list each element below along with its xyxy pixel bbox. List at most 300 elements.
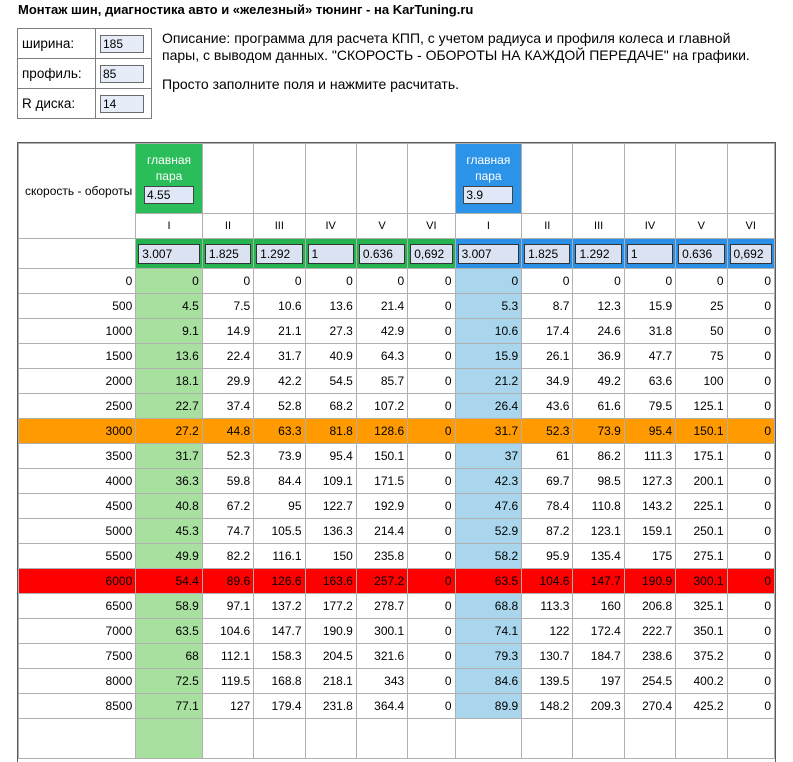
left-speed-cell: 10.6	[254, 294, 305, 319]
table-row	[19, 694, 775, 719]
right-speed-cell: 42.3	[455, 469, 522, 494]
right-ratio-cell	[522, 239, 573, 269]
left-speed-cell: 122.7	[305, 494, 356, 519]
right-speed-cell: 270.4	[624, 694, 675, 719]
page-title: Монтаж шин, диагностика авто и «железный» тюнинг - на KarTuning.ru	[18, 2, 474, 17]
right-speed-cell: 127.3	[624, 469, 675, 494]
left-speed-cell: 109.1	[305, 469, 356, 494]
right-speed-cell: 84.6	[455, 669, 522, 694]
right-speed-cell: 209.3	[573, 694, 624, 719]
right-speed-cell: 26.4	[455, 394, 522, 419]
left-speed-cell: 31.7	[136, 444, 203, 469]
right-speed-cell: 0	[727, 669, 775, 694]
right-speed-cell: 400.2	[676, 669, 727, 694]
right-gear-ratio-input[interactable]	[458, 244, 520, 264]
description-text: Описание: программа для расчета КПП, с учетом радиуса и профиля колеса и главной пары, с выводом данных. "СКОРОСТЬ - ОБОРОТЫ НА КАЖДОЙ ПЕРЕДАЧЕ" на графики.	[162, 30, 750, 63]
empty-row	[19, 719, 775, 759]
left-speed-cell: 64.3	[356, 344, 407, 369]
right-speed-cell: 0	[727, 444, 775, 469]
rpm-cell: 8500	[19, 694, 136, 719]
left-speed-cell: 0	[408, 669, 455, 694]
right-speed-cell: 250.1	[676, 519, 727, 544]
right-speed-cell: 79.3	[455, 644, 522, 669]
right-speed-cell: 0	[727, 494, 775, 519]
left-speed-cell: 150	[305, 544, 356, 569]
right-speed-cell: 21.2	[455, 369, 522, 394]
speed-rpm-table	[18, 143, 775, 759]
left-speed-cell: 68.2	[305, 394, 356, 419]
right-speed-cell: 24.6	[573, 319, 624, 344]
left-speed-cell: 22.4	[202, 344, 253, 369]
description-hint: Просто заполните поля и нажмите расчитать.	[162, 76, 460, 92]
right-speed-cell: 143.2	[624, 494, 675, 519]
right-speed-cell: 147.7	[573, 569, 624, 594]
left-speed-cell: 0	[408, 394, 455, 419]
right-speed-cell: 160	[573, 594, 624, 619]
right-gear-ratio-input[interactable]	[627, 244, 673, 264]
empty-cell	[19, 719, 136, 759]
left-speed-cell: 116.1	[254, 544, 305, 569]
left-speed-cell: 0	[408, 344, 455, 369]
rpm-cell: 3500	[19, 444, 136, 469]
left-speed-cell: 82.2	[202, 544, 253, 569]
table-row	[19, 344, 775, 369]
rpm-cell: 2500	[19, 394, 136, 419]
right-speed-cell: 47.6	[455, 494, 522, 519]
right-speed-cell: 95.4	[624, 419, 675, 444]
left-speed-cell: 0	[408, 569, 455, 594]
right-speed-cell: 175	[624, 544, 675, 569]
left-speed-cell: 95.4	[305, 444, 356, 469]
left-speed-cell: 45.3	[136, 519, 203, 544]
right-speed-cell: 89.9	[455, 694, 522, 719]
right-speed-cell: 130.7	[522, 644, 573, 669]
table-row	[19, 569, 775, 594]
table-row	[19, 669, 775, 694]
left-speed-cell: 168.8	[254, 669, 305, 694]
left-speed-cell: 29.9	[202, 369, 253, 394]
description	[162, 30, 762, 105]
left-speed-cell: 0	[254, 269, 305, 294]
left-main-pair-cell	[136, 144, 203, 214]
left-speed-cell: 74.7	[202, 519, 253, 544]
right-speed-cell: 43.6	[522, 394, 573, 419]
left-speed-cell: 68	[136, 644, 203, 669]
empty-cell	[624, 719, 675, 759]
left-ratio-cell	[254, 239, 305, 269]
right-speed-cell: 52.9	[455, 519, 522, 544]
left-speed-cell: 112.1	[202, 644, 253, 669]
left-gear-header: V	[356, 214, 407, 239]
right-speed-cell: 184.7	[573, 644, 624, 669]
empty-cell	[408, 719, 455, 759]
left-gear-ratio-input[interactable]	[138, 244, 200, 264]
right-speed-cell: 0	[727, 394, 775, 419]
profile-label: профиль:	[18, 59, 96, 89]
rpm-cell: 5000	[19, 519, 136, 544]
left-speed-cell: 119.5	[202, 669, 253, 694]
left-speed-cell: 218.1	[305, 669, 356, 694]
right-speed-cell: 63.5	[455, 569, 522, 594]
right-speed-cell: 0	[727, 519, 775, 544]
left-speed-cell: 58.9	[136, 594, 203, 619]
right-gear-header: IV	[624, 214, 675, 239]
right-speed-cell: 111.3	[624, 444, 675, 469]
right-speed-cell: 58.2	[455, 544, 522, 569]
table-row	[19, 619, 775, 644]
rpm-cell: 2000	[19, 369, 136, 394]
right-speed-cell: 95.9	[522, 544, 573, 569]
left-main-pair-input[interactable]	[144, 186, 194, 204]
right-main-pair-input[interactable]	[463, 186, 513, 204]
table-row	[19, 419, 775, 444]
left-ratio-cell	[408, 239, 455, 269]
left-speed-cell: 89.6	[202, 569, 253, 594]
left-speed-cell: 177.2	[305, 594, 356, 619]
rpm-cell: 7000	[19, 619, 136, 644]
right-gear-header: I	[455, 214, 522, 239]
rpm-cell: 8000	[19, 669, 136, 694]
right-speed-cell: 0	[727, 369, 775, 394]
left-gear-header: IV	[305, 214, 356, 239]
right-speed-cell: 225.1	[676, 494, 727, 519]
right-speed-cell: 15.9	[455, 344, 522, 369]
right-speed-cell: 206.8	[624, 594, 675, 619]
left-speed-cell: 235.8	[356, 544, 407, 569]
right-speed-cell: 0	[727, 469, 775, 494]
right-speed-cell: 37	[455, 444, 522, 469]
left-speed-cell: 49.9	[136, 544, 203, 569]
rpm-cell: 0	[19, 269, 136, 294]
right-speed-cell: 148.2	[522, 694, 573, 719]
left-speed-cell: 59.8	[202, 469, 253, 494]
right-speed-cell: 100	[676, 369, 727, 394]
header-empty-cell	[356, 144, 407, 214]
left-speed-cell: 4.5	[136, 294, 203, 319]
ratio-row-spacer	[19, 239, 136, 269]
right-speed-cell: 190.9	[624, 569, 675, 594]
left-speed-cell: 104.6	[202, 619, 253, 644]
left-speed-cell: 127	[202, 694, 253, 719]
right-speed-cell: 0	[727, 419, 775, 444]
right-speed-cell: 0	[624, 269, 675, 294]
width-label: ширина:	[18, 29, 96, 59]
right-speed-cell: 135.4	[573, 544, 624, 569]
left-speed-cell: 0	[408, 544, 455, 569]
right-speed-cell: 275.1	[676, 544, 727, 569]
right-speed-cell: 0	[727, 644, 775, 669]
empty-cell	[136, 719, 203, 759]
empty-cell	[573, 719, 624, 759]
empty-cell	[356, 719, 407, 759]
left-speed-cell: 190.9	[305, 619, 356, 644]
empty-cell	[727, 719, 775, 759]
left-gear-ratio-input[interactable]	[359, 244, 405, 264]
right-speed-cell: 238.6	[624, 644, 675, 669]
right-speed-cell: 0	[573, 269, 624, 294]
left-speed-cell: 0	[202, 269, 253, 294]
right-ratio-cell	[727, 239, 775, 269]
main-pair-label: главная пара	[466, 153, 511, 183]
right-speed-cell: 197	[573, 669, 624, 694]
right-speed-cell: 0	[727, 594, 775, 619]
right-ratio-cell	[455, 239, 522, 269]
empty-cell	[455, 719, 522, 759]
speed-rpm-label: скорость - обороты	[19, 144, 136, 239]
left-speed-cell: 0	[408, 419, 455, 444]
right-main-pair-cell	[455, 144, 522, 214]
right-speed-cell: 139.5	[522, 669, 573, 694]
empty-cell	[254, 719, 305, 759]
right-gear-ratio-input[interactable]	[575, 244, 621, 264]
right-speed-cell: 222.7	[624, 619, 675, 644]
right-speed-cell: 159.1	[624, 519, 675, 544]
left-gear-ratio-input[interactable]	[410, 244, 452, 264]
left-speed-cell: 0	[408, 519, 455, 544]
right-speed-cell: 172.4	[573, 619, 624, 644]
right-speed-cell: 79.5	[624, 394, 675, 419]
right-speed-cell: 15.9	[624, 294, 675, 319]
header-empty-cell	[676, 144, 727, 214]
right-ratio-cell	[573, 239, 624, 269]
right-speed-cell: 68.8	[455, 594, 522, 619]
right-speed-cell: 78.4	[522, 494, 573, 519]
left-speed-cell: 63.3	[254, 419, 305, 444]
right-speed-cell: 300.1	[676, 569, 727, 594]
right-speed-cell: 26.1	[522, 344, 573, 369]
left-speed-cell: 0	[356, 269, 407, 294]
right-speed-cell: 123.1	[573, 519, 624, 544]
header-empty-cell	[254, 144, 305, 214]
rpm-cell: 7500	[19, 644, 136, 669]
rpm-cell: 6500	[19, 594, 136, 619]
left-speed-cell: 37.4	[202, 394, 253, 419]
right-gear-header: V	[676, 214, 727, 239]
left-speed-cell: 95	[254, 494, 305, 519]
left-speed-cell: 0	[408, 644, 455, 669]
left-speed-cell: 163.6	[305, 569, 356, 594]
right-speed-cell: 0	[727, 619, 775, 644]
left-ratio-cell	[202, 239, 253, 269]
rim-input[interactable]	[100, 95, 144, 113]
table-row	[19, 469, 775, 494]
right-speed-cell: 0	[455, 269, 522, 294]
left-speed-cell: 52.8	[254, 394, 305, 419]
table-row	[19, 319, 775, 344]
left-speed-cell: 0	[136, 269, 203, 294]
table-row	[19, 544, 775, 569]
left-speed-cell: 13.6	[305, 294, 356, 319]
table-row	[19, 494, 775, 519]
table-row	[19, 594, 775, 619]
right-speed-cell: 375.2	[676, 644, 727, 669]
right-speed-cell: 0	[727, 544, 775, 569]
table-row	[19, 644, 775, 669]
left-ratio-cell	[356, 239, 407, 269]
right-speed-cell: 10.6	[455, 319, 522, 344]
right-speed-cell: 75	[676, 344, 727, 369]
left-speed-cell: 128.6	[356, 419, 407, 444]
left-speed-cell: 44.8	[202, 419, 253, 444]
left-speed-cell: 147.7	[254, 619, 305, 644]
right-speed-cell: 49.2	[573, 369, 624, 394]
left-speed-cell: 214.4	[356, 519, 407, 544]
empty-cell	[202, 719, 253, 759]
left-speed-cell: 126.6	[254, 569, 305, 594]
left-ratio-cell	[305, 239, 356, 269]
right-gear-ratio-input[interactable]	[678, 244, 724, 264]
right-speed-cell: 36.9	[573, 344, 624, 369]
right-speed-cell: 52.3	[522, 419, 573, 444]
left-speed-cell: 54.5	[305, 369, 356, 394]
right-speed-cell: 63.6	[624, 369, 675, 394]
left-speed-cell: 42.9	[356, 319, 407, 344]
left-speed-cell: 0	[408, 319, 455, 344]
right-gear-header: III	[573, 214, 624, 239]
tire-params-form	[17, 28, 152, 119]
table-row	[19, 294, 775, 319]
left-speed-cell: 72.5	[136, 669, 203, 694]
right-speed-cell: 61	[522, 444, 573, 469]
rpm-cell: 3000	[19, 419, 136, 444]
rpm-cell: 1500	[19, 344, 136, 369]
left-speed-cell: 0	[408, 294, 455, 319]
left-speed-cell: 27.3	[305, 319, 356, 344]
left-speed-cell: 73.9	[254, 444, 305, 469]
rpm-cell: 5500	[19, 544, 136, 569]
left-speed-cell: 0	[408, 594, 455, 619]
left-gear-header: II	[202, 214, 253, 239]
left-speed-cell: 179.4	[254, 694, 305, 719]
right-speed-cell: 47.7	[624, 344, 675, 369]
empty-cell	[522, 719, 573, 759]
right-speed-cell: 104.6	[522, 569, 573, 594]
left-speed-cell: 136.3	[305, 519, 356, 544]
left-speed-cell: 21.4	[356, 294, 407, 319]
left-speed-cell: 321.6	[356, 644, 407, 669]
right-speed-cell: 86.2	[573, 444, 624, 469]
table-row	[19, 269, 775, 294]
right-speed-cell: 110.8	[573, 494, 624, 519]
left-speed-cell: 97.1	[202, 594, 253, 619]
main-pair-label: главная пара	[147, 153, 192, 183]
right-gear-header: II	[522, 214, 573, 239]
right-speed-cell: 8.7	[522, 294, 573, 319]
rim-label: R диска:	[18, 89, 96, 119]
left-speed-cell: 21.1	[254, 319, 305, 344]
right-gear-header: VI	[727, 214, 775, 239]
left-speed-cell: 150.1	[356, 444, 407, 469]
right-speed-cell: 34.9	[522, 369, 573, 394]
right-speed-cell: 325.1	[676, 594, 727, 619]
right-speed-cell: 31.7	[455, 419, 522, 444]
left-speed-cell: 0	[408, 269, 455, 294]
left-gear-header: III	[254, 214, 305, 239]
left-speed-cell: 0	[408, 494, 455, 519]
right-speed-cell: 87.2	[522, 519, 573, 544]
table-row	[19, 394, 775, 419]
width-input[interactable]	[100, 35, 144, 53]
left-speed-cell: 192.9	[356, 494, 407, 519]
left-speed-cell: 22.7	[136, 394, 203, 419]
left-speed-cell: 52.3	[202, 444, 253, 469]
right-speed-cell: 254.5	[624, 669, 675, 694]
rpm-cell: 6000	[19, 569, 136, 594]
left-speed-cell: 343	[356, 669, 407, 694]
left-speed-cell: 84.4	[254, 469, 305, 494]
right-speed-cell: 0	[727, 319, 775, 344]
gear-table-container	[17, 142, 776, 762]
header-empty-cell	[202, 144, 253, 214]
right-speed-cell: 125.1	[676, 394, 727, 419]
header-empty-cell	[727, 144, 775, 214]
left-speed-cell: 13.6	[136, 344, 203, 369]
empty-cell	[305, 719, 356, 759]
right-speed-cell: 122	[522, 619, 573, 644]
header-empty-cell	[305, 144, 356, 214]
right-speed-cell: 12.3	[573, 294, 624, 319]
right-speed-cell: 0	[522, 269, 573, 294]
left-speed-cell: 0	[408, 469, 455, 494]
left-gear-ratio-input[interactable]	[205, 244, 251, 264]
left-speed-cell: 257.2	[356, 569, 407, 594]
header-empty-cell	[408, 144, 455, 214]
right-ratio-cell	[676, 239, 727, 269]
left-speed-cell: 231.8	[305, 694, 356, 719]
left-speed-cell: 0	[408, 444, 455, 469]
left-speed-cell: 54.4	[136, 569, 203, 594]
left-speed-cell: 7.5	[202, 294, 253, 319]
right-speed-cell: 0	[727, 269, 775, 294]
right-speed-cell: 74.1	[455, 619, 522, 644]
left-speed-cell: 27.2	[136, 419, 203, 444]
left-speed-cell: 0	[408, 369, 455, 394]
right-speed-cell: 31.8	[624, 319, 675, 344]
right-speed-cell: 69.7	[522, 469, 573, 494]
left-speed-cell: 81.8	[305, 419, 356, 444]
left-speed-cell: 364.4	[356, 694, 407, 719]
left-speed-cell: 204.5	[305, 644, 356, 669]
right-speed-cell: 0	[727, 569, 775, 594]
left-speed-cell: 107.2	[356, 394, 407, 419]
left-speed-cell: 42.2	[254, 369, 305, 394]
right-speed-cell: 17.4	[522, 319, 573, 344]
left-speed-cell: 158.3	[254, 644, 305, 669]
right-speed-cell: 98.5	[573, 469, 624, 494]
left-speed-cell: 105.5	[254, 519, 305, 544]
left-speed-cell: 63.5	[136, 619, 203, 644]
right-speed-cell: 73.9	[573, 419, 624, 444]
empty-cell	[676, 719, 727, 759]
right-speed-cell: 200.1	[676, 469, 727, 494]
left-gear-ratio-input[interactable]	[256, 244, 302, 264]
right-ratio-cell	[624, 239, 675, 269]
right-speed-cell: 0	[676, 269, 727, 294]
right-speed-cell: 0	[727, 694, 775, 719]
left-speed-cell: 18.1	[136, 369, 203, 394]
left-gear-ratio-input[interactable]	[308, 244, 354, 264]
right-speed-cell: 0	[727, 344, 775, 369]
profile-input[interactable]	[100, 65, 144, 83]
left-speed-cell: 0	[408, 619, 455, 644]
left-gear-header: VI	[408, 214, 455, 239]
right-speed-cell: 425.2	[676, 694, 727, 719]
right-gear-ratio-input[interactable]	[524, 244, 570, 264]
left-ratio-cell	[136, 239, 203, 269]
left-speed-cell: 77.1	[136, 694, 203, 719]
right-gear-ratio-input[interactable]	[730, 244, 773, 264]
left-speed-cell: 0	[408, 694, 455, 719]
